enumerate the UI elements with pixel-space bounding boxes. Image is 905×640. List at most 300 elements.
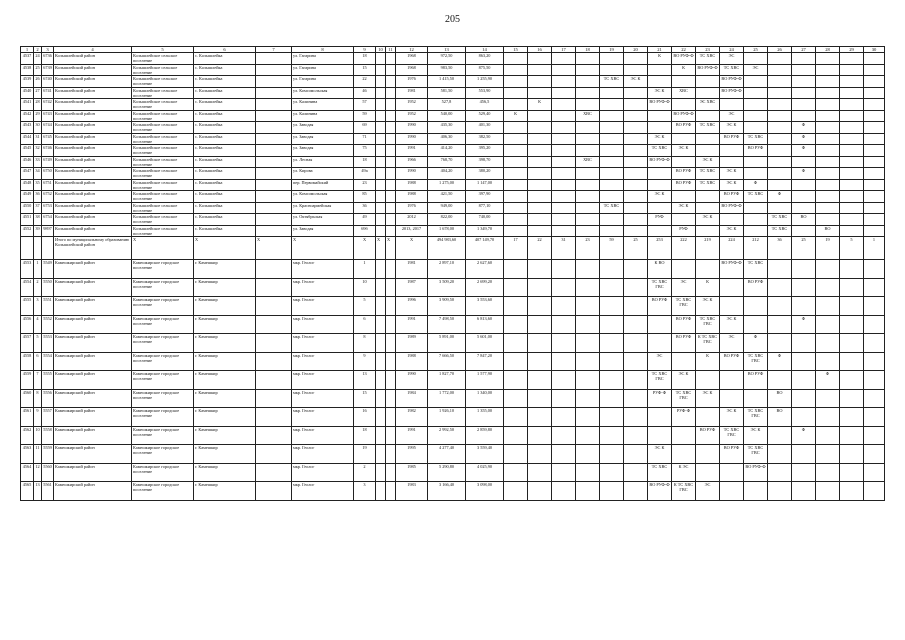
table-cell: мкр. Геолог <box>292 260 354 279</box>
table-cell <box>552 110 576 122</box>
table-cell <box>792 179 816 191</box>
table-cell: К <box>672 64 696 76</box>
table-cell: ЭС <box>744 64 768 76</box>
table-cell: К ТС ХВС ГВС <box>696 334 720 353</box>
table-cell: ВО <box>768 389 792 408</box>
table-cell: 949,00 <box>428 202 466 214</box>
table-cell <box>864 315 885 334</box>
table-cell: Колышлейское сельское поселение <box>132 64 194 76</box>
table-cell: 4561 <box>21 408 34 427</box>
table-cell <box>576 408 600 427</box>
table-cell <box>816 87 840 99</box>
table-cell: 4551 <box>21 214 34 226</box>
table-cell <box>528 260 552 279</box>
table-cell: Камешкирское городское поселение <box>132 426 194 445</box>
table-cell: 6745 <box>42 133 54 145</box>
table-cell: 4539 <box>21 76 34 88</box>
table-cell: 5 601,00 <box>466 334 504 353</box>
table-cell <box>528 64 552 76</box>
table-cell: 414,20 <box>428 145 466 157</box>
table-cell <box>552 278 576 297</box>
table-cell <box>768 371 792 390</box>
table-cell: 27 <box>34 87 42 99</box>
table-cell <box>816 389 840 408</box>
table-cell <box>624 110 648 122</box>
table-cell: Колышлейское сельское поселение <box>132 179 194 191</box>
table-cell <box>376 315 386 334</box>
table-cell <box>816 122 840 134</box>
table-cell <box>576 99 600 111</box>
table-cell: 435,30 <box>428 122 466 134</box>
table-cell: 6740 <box>42 76 54 88</box>
table-cell <box>256 145 292 157</box>
table-cell <box>816 53 840 65</box>
table-cell <box>576 202 600 214</box>
table-cell: 877,10 <box>466 202 504 214</box>
table-cell <box>576 445 600 464</box>
table-cell: Камешкирское городское поселение <box>132 352 194 371</box>
table-cell: Колышлейский район <box>54 225 132 237</box>
table-cell <box>386 110 396 122</box>
table-cell <box>256 168 292 180</box>
table-cell: ЭС К <box>696 389 720 408</box>
table-cell <box>256 408 292 427</box>
table-cell <box>720 99 744 111</box>
table-cell <box>552 191 576 203</box>
table-cell <box>256 426 292 445</box>
table-cell <box>648 122 672 134</box>
table-cell <box>696 110 720 122</box>
table-cell <box>744 214 768 226</box>
table-cell: 23 <box>354 179 376 191</box>
table-cell: 401,30 <box>466 122 504 134</box>
table-cell: 1 349,70 <box>466 225 504 237</box>
table-cell <box>528 445 552 464</box>
table-cell <box>696 445 720 464</box>
table-cell <box>816 179 840 191</box>
table-cell: с. Колышлейка <box>194 202 256 214</box>
column-number: 26 <box>768 47 792 53</box>
table-cell: г. Камешкир <box>194 445 256 464</box>
table-cell: с. Колышлейка <box>194 179 256 191</box>
table-cell: мкр. Геолог <box>292 389 354 408</box>
table-cell: ВО РУФ-Ф <box>720 76 744 88</box>
table-cell <box>624 408 648 427</box>
table-cell <box>720 297 744 316</box>
table-cell <box>576 122 600 134</box>
table-cell: ХВС <box>576 156 600 168</box>
table-cell <box>768 156 792 168</box>
table-cell <box>792 76 816 88</box>
table-cell: г. Камешкир <box>194 482 256 501</box>
table-cell: 17 <box>504 237 528 260</box>
table-cell: Колышлейское сельское поселение <box>132 122 194 134</box>
table-cell: 4555 <box>21 297 34 316</box>
table-cell <box>528 214 552 226</box>
table-row <box>21 352 885 371</box>
table-cell <box>744 99 768 111</box>
table-cell: г. Камешкир <box>194 315 256 334</box>
table-cell: ул. Заводая <box>292 122 354 134</box>
table-cell <box>768 278 792 297</box>
table-cell: 406,30 <box>428 133 466 145</box>
table-cell: 2 992,50 <box>428 426 466 445</box>
table-cell: 6744 <box>42 122 54 134</box>
table-cell <box>744 53 768 65</box>
table-cell <box>386 202 396 214</box>
table-cell: 85 <box>354 191 376 203</box>
table-cell <box>768 87 792 99</box>
table-cell <box>256 315 292 334</box>
table-cell: ВО РУФ-Ф <box>648 482 672 501</box>
table-cell: 972,50 <box>428 53 466 65</box>
table-cell: г. Камешкир <box>194 371 256 390</box>
table-cell: 3 098,00 <box>466 482 504 501</box>
table-cell: Камешкирское городское поселение <box>132 315 194 334</box>
table-cell: X <box>396 237 428 260</box>
table-cell: 1987 <box>396 278 428 297</box>
table-cell <box>864 179 885 191</box>
table-cell <box>504 334 528 353</box>
column-number: 20 <box>624 47 648 53</box>
table-cell: ТС ХВС ГВС <box>744 408 768 427</box>
table-cell <box>386 133 396 145</box>
table-cell: Колышлейский район <box>54 168 132 180</box>
table-cell <box>528 87 552 99</box>
table-cell <box>840 168 864 180</box>
table-cell: Колышлейское сельское поселение <box>132 202 194 214</box>
table-cell <box>576 260 600 279</box>
table-cell <box>696 145 720 157</box>
table-cell: г. Камешкир <box>194 463 256 482</box>
table-cell: Камешкирское городское поселение <box>132 445 194 464</box>
table-cell: 5 <box>34 334 42 353</box>
table-cell: Колышлейский район <box>54 110 132 122</box>
table-cell: 37 <box>34 202 42 214</box>
table-cell <box>386 168 396 180</box>
table-cell: 1985 <box>396 463 428 482</box>
table-cell <box>376 122 386 134</box>
table-cell <box>504 482 528 501</box>
table-cell: РУФ-Ф <box>648 389 672 408</box>
table-cell <box>840 389 864 408</box>
table-cell <box>552 122 576 134</box>
table-cell <box>624 315 648 334</box>
table-cell <box>376 214 386 226</box>
table-cell: 822,00 <box>428 214 466 226</box>
table-cell: 1 275,00 <box>428 179 466 191</box>
table-cell: 1990 <box>396 168 428 180</box>
table-cell: ТС ХВС <box>696 179 720 191</box>
table-cell <box>768 110 792 122</box>
table-cell: ТС ХВС ГВС <box>696 315 720 334</box>
table-cell: ВО <box>768 408 792 427</box>
table-cell: ул. Заводая <box>292 133 354 145</box>
table-cell: 6752 <box>42 191 54 203</box>
table-cell: 11 <box>34 445 42 464</box>
table-cell: Камешкирский район <box>54 426 132 445</box>
table-cell <box>504 122 528 134</box>
table-row <box>21 76 885 88</box>
table-cell <box>552 482 576 501</box>
table-cell <box>256 334 292 353</box>
table-cell <box>576 179 600 191</box>
table-cell <box>528 179 552 191</box>
table-cell: ул. Кирова <box>292 168 354 180</box>
table-cell: ВО РУФ <box>672 179 696 191</box>
table-cell: 4562 <box>21 426 34 445</box>
table-cell <box>768 463 792 482</box>
table-cell <box>840 53 864 65</box>
table-cell: Камешкирское городское поселение <box>132 389 194 408</box>
table-cell <box>600 53 624 65</box>
table-cell: 4554 <box>21 278 34 297</box>
table-cell: с. Колышлейка <box>194 99 256 111</box>
table-cell <box>600 64 624 76</box>
table-cell: 421,50 <box>428 191 466 203</box>
table-cell <box>600 352 624 371</box>
table-row <box>21 408 885 427</box>
table-cell: 2 897,10 <box>428 260 466 279</box>
table-cell <box>552 214 576 226</box>
table-cell: ул. Заводая <box>292 145 354 157</box>
table-cell <box>256 87 292 99</box>
table-cell: 46 <box>354 87 376 99</box>
table-cell <box>864 297 885 316</box>
table-cell <box>768 297 792 316</box>
table-cell <box>744 110 768 122</box>
table-cell <box>792 482 816 501</box>
table-cell <box>386 445 396 464</box>
table-cell: 404,20 <box>428 168 466 180</box>
table-cell <box>376 352 386 371</box>
table-cell: Камешкирский район <box>54 371 132 390</box>
table-cell <box>376 191 386 203</box>
table-cell: Колышлейский район <box>54 179 132 191</box>
table-cell <box>256 76 292 88</box>
table-cell: Камешкирский район <box>54 463 132 482</box>
table-cell: Колышлейский район <box>54 53 132 65</box>
table-cell: 7 847,20 <box>466 352 504 371</box>
table-cell <box>816 99 840 111</box>
table-cell <box>576 53 600 65</box>
table-cell <box>624 87 648 99</box>
table-cell <box>552 426 576 445</box>
table-cell <box>816 463 840 482</box>
table-cell: 57 <box>354 99 376 111</box>
table-cell: 3 909,50 <box>428 297 466 316</box>
table-cell <box>768 76 792 88</box>
table-cell <box>528 122 552 134</box>
table-cell: 527,8 <box>428 99 466 111</box>
table-cell: 2013, 2017 <box>396 225 428 237</box>
table-cell <box>816 168 840 180</box>
table-cell: ВО <box>792 214 816 226</box>
table-cell: 494 983,60 <box>428 237 466 260</box>
table-cell: ЭС <box>672 278 696 297</box>
table-cell: 1981 <box>396 87 428 99</box>
table-cell: 1988 <box>396 179 428 191</box>
table-cell <box>576 463 600 482</box>
table-cell: 407 149,70 <box>466 237 504 260</box>
table-cell: 5551 <box>42 297 54 316</box>
table-cell <box>386 297 396 316</box>
column-number: 28 <box>816 47 840 53</box>
table-cell: ВО РУФ-Ф <box>648 99 672 111</box>
table-cell <box>386 156 396 168</box>
table-cell: 3 553,60 <box>466 297 504 316</box>
table-cell <box>528 297 552 316</box>
table-cell: 863,20 <box>466 53 504 65</box>
table-cell <box>864 463 885 482</box>
table-cell <box>552 463 576 482</box>
table-cell: ЭС ХВС <box>696 99 720 111</box>
table-cell <box>256 202 292 214</box>
table-cell <box>672 352 696 371</box>
table-cell <box>672 99 696 111</box>
table-cell: 6 813,60 <box>466 315 504 334</box>
table-cell <box>816 278 840 297</box>
table-cell: Камешкирское городское поселение <box>132 334 194 353</box>
table-cell <box>744 87 768 99</box>
table-cell: 1 926,10 <box>428 408 466 427</box>
table-cell <box>792 445 816 464</box>
table-cell: 25 <box>624 237 648 260</box>
table-cell: 8 <box>34 389 42 408</box>
table-cell <box>816 297 840 316</box>
table-cell <box>840 110 864 122</box>
table-cell: 1990 <box>396 133 428 145</box>
table-cell <box>864 156 885 168</box>
column-number: 22 <box>672 47 696 53</box>
table-cell <box>376 225 386 237</box>
table-cell <box>600 463 624 482</box>
table-cell <box>256 64 292 76</box>
table-cell: Ф <box>792 122 816 134</box>
table-cell: ВО РУФ <box>744 278 768 297</box>
table-row <box>21 145 885 157</box>
table-cell <box>864 260 885 279</box>
table-cell <box>816 445 840 464</box>
table-cell: Колышлейское сельское поселение <box>132 145 194 157</box>
table-cell: 12 <box>34 463 42 482</box>
table-cell: г. Камешкир <box>194 408 256 427</box>
table-cell <box>864 278 885 297</box>
table-cell <box>504 260 528 279</box>
table-cell: Колышлейское сельское поселение <box>132 133 194 145</box>
table-cell <box>552 225 576 237</box>
table-cell <box>386 179 396 191</box>
table-cell <box>504 445 528 464</box>
table-cell <box>816 191 840 203</box>
table-row <box>21 168 885 180</box>
table-cell: 5 <box>354 297 376 316</box>
table-cell: Камешкирское городское поселение <box>132 408 194 427</box>
table-cell <box>624 202 648 214</box>
table-cell: мкр. Геолог <box>292 482 354 501</box>
page-number: 205 <box>445 14 460 25</box>
table-cell <box>376 145 386 157</box>
table-cell: Колышлейское сельское поселение <box>132 225 194 237</box>
table-cell: 553,90 <box>466 87 504 99</box>
table-cell <box>792 191 816 203</box>
table-cell: ВО РУФ <box>696 426 720 445</box>
table-cell: 4540 <box>21 87 34 99</box>
table-cell: 33 <box>34 156 42 168</box>
table-cell: 9897 <box>42 225 54 237</box>
table-cell <box>504 64 528 76</box>
table-cell <box>42 237 54 260</box>
table-cell: 1996 <box>396 297 428 316</box>
table-cell: мкр. Геолог <box>292 334 354 353</box>
table-cell <box>648 315 672 334</box>
table-cell: ул. Гагарина <box>292 53 354 65</box>
table-cell: 4559 <box>21 371 34 390</box>
table-cell <box>840 408 864 427</box>
table-cell: 4550 <box>21 202 34 214</box>
table-cell <box>624 482 648 501</box>
table-cell <box>386 53 396 65</box>
table-cell: ул. Октябрьская <box>292 214 354 226</box>
register-table <box>20 46 885 501</box>
table-row <box>21 87 885 99</box>
table-cell: мкр. Геолог <box>292 278 354 297</box>
column-number: 7 <box>256 47 292 53</box>
table-cell <box>600 315 624 334</box>
table-cell: 1 340,00 <box>466 389 504 408</box>
table-cell: 9 <box>354 352 376 371</box>
table-cell: РУФ <box>672 225 696 237</box>
table-cell: Ф <box>744 334 768 353</box>
table-cell <box>552 99 576 111</box>
table-cell: ТС ХВС <box>744 191 768 203</box>
table-cell: X <box>256 237 292 260</box>
table-cell <box>792 278 816 297</box>
table-cell: К ВО <box>648 260 672 279</box>
table-cell <box>504 315 528 334</box>
table-cell: ВО РУФ <box>672 168 696 180</box>
table-cell: ЭС К <box>720 315 744 334</box>
table-cell <box>624 371 648 390</box>
table-cell <box>576 426 600 445</box>
table-cell <box>840 87 864 99</box>
table-cell <box>600 334 624 353</box>
table-cell: 1988 <box>396 352 428 371</box>
table-cell <box>552 334 576 353</box>
table-row <box>21 110 885 122</box>
table-cell: Колышлейское сельское поселение <box>132 99 194 111</box>
table-cell <box>552 145 576 157</box>
table-cell <box>386 214 396 226</box>
table-cell: 212 <box>744 237 768 260</box>
table-cell <box>648 76 672 88</box>
table-cell <box>720 156 744 168</box>
table-cell: ВО РУФ <box>672 122 696 134</box>
table-cell <box>256 191 292 203</box>
table-cell <box>648 168 672 180</box>
table-cell: К <box>696 352 720 371</box>
table-cell <box>21 237 34 260</box>
table-cell: 4 277,40 <box>428 445 466 464</box>
table-cell: с. Колышлейка <box>194 145 256 157</box>
table-cell <box>792 87 816 99</box>
table-cell: 1952 <box>396 110 428 122</box>
table-cell <box>672 445 696 464</box>
table-cell <box>864 53 885 65</box>
table-cell: Колышлейское сельское поселение <box>132 156 194 168</box>
table-cell: с. Колышлейка <box>194 225 256 237</box>
table-cell <box>600 87 624 99</box>
